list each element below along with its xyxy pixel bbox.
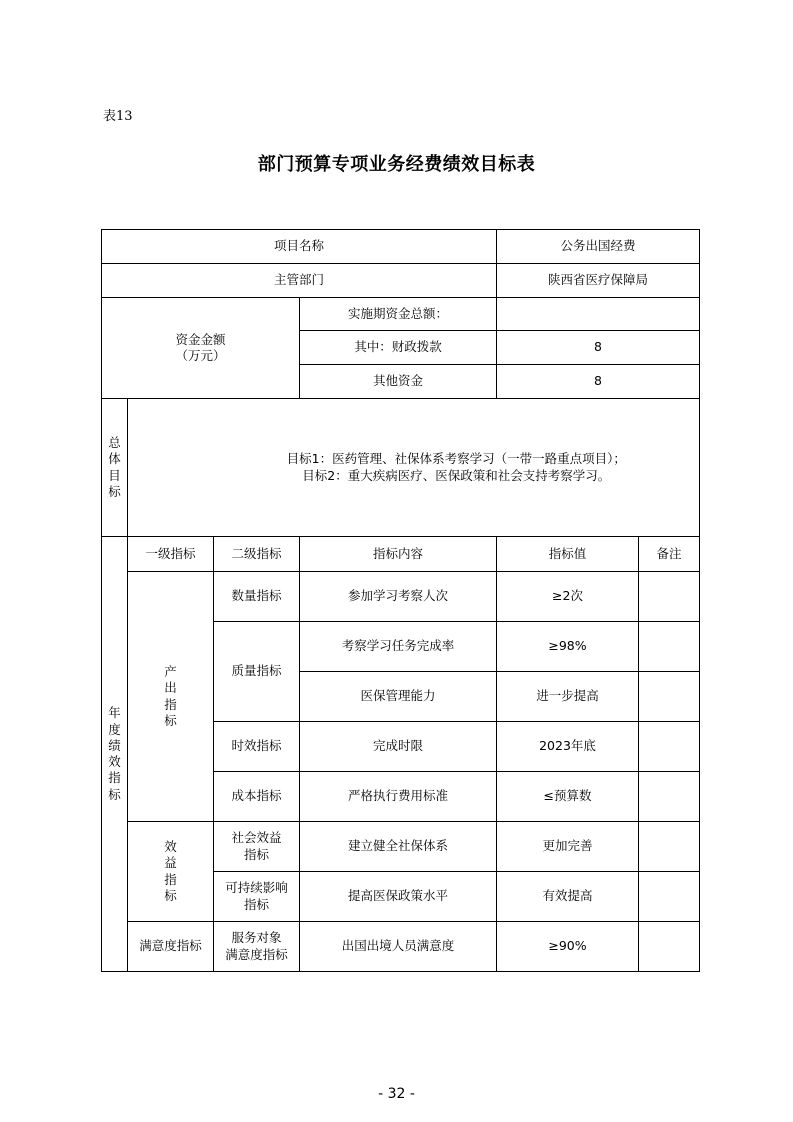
indicator-note <box>639 622 700 672</box>
indicator-content: 建立健全社保体系 <box>300 822 497 872</box>
department-value: 陕西省医疗保障局 <box>497 264 700 298</box>
indicator-note <box>639 872 700 922</box>
goal-2: 目标2：重大疾病医疗、医保政策和社会支持考察学习。 <box>302 467 611 483</box>
indicator-value: 有效提高 <box>497 872 639 922</box>
department-label: 主管部门 <box>102 264 497 298</box>
indicator-value: 更加完善 <box>497 822 639 872</box>
indicator-value: ≥2次 <box>497 572 639 622</box>
satisfaction-indicators-label: 满意度指标 <box>128 922 214 972</box>
indicator-note <box>639 822 700 872</box>
table-row <box>102 822 700 872</box>
level2-sustainable-impact: 可持续影响 指标 <box>214 872 300 922</box>
total-funds-row <box>102 298 700 331</box>
effect-indicators-label: 效 益 指 标 <box>128 822 214 922</box>
annual-header-row <box>102 537 700 572</box>
indicator-content: 出国出境人员满意度 <box>300 922 497 972</box>
overall-goals-label: 总 体 目 标 <box>102 399 128 537</box>
other-funds-label: 其他资金 <box>300 365 497 399</box>
header-level1: 一级指标 <box>128 537 214 572</box>
overall-goals-spacer <box>128 399 214 537</box>
indicator-content: 参加学习考察人次 <box>300 572 497 622</box>
output-indicators-label: 产 出 指 标 <box>128 572 214 822</box>
indicator-content: 提高医保政策水平 <box>300 872 497 922</box>
level2-cost: 成本指标 <box>214 772 300 822</box>
funds-amount-label <box>102 298 300 399</box>
indicator-value: 2023年底 <box>497 722 639 772</box>
total-funds-label: 实施期资金总额： <box>300 298 497 331</box>
header-value: 指标值 <box>497 537 639 572</box>
department-row <box>102 264 700 298</box>
indicator-note <box>639 722 700 772</box>
page-number: - 32 - <box>378 1086 415 1102</box>
table-number: 表13 <box>103 109 133 124</box>
other-funds-value: 8 <box>497 365 700 399</box>
level2-timeliness: 时效指标 <box>214 722 300 772</box>
indicator-value: ≤预算数 <box>497 772 639 822</box>
indicator-content: 完成时限 <box>300 722 497 772</box>
indicator-note <box>639 922 700 972</box>
indicator-note <box>639 772 700 822</box>
indicator-content: 严格执行费用标准 <box>300 772 497 822</box>
indicator-note <box>639 672 700 722</box>
indicator-content: 考察学习任务完成率 <box>300 622 497 672</box>
level2-social-benefit: 社会效益 指标 <box>214 822 300 872</box>
table-row <box>102 922 700 972</box>
fiscal-funds-value: 8 <box>497 331 700 365</box>
funds-amount-label-line2: （万元） <box>175 348 226 363</box>
header-content: 指标内容 <box>300 537 497 572</box>
indicator-value: 进一步提高 <box>497 672 639 722</box>
overall-goals-text <box>214 399 700 537</box>
project-name-label: 项目名称 <box>102 230 497 264</box>
funds-amount-label-line1: 资金金额 <box>175 331 226 347</box>
page-title: 部门预算专项业务经费绩效目标表 <box>257 154 536 175</box>
project-name-row <box>102 230 700 264</box>
table-row <box>102 572 700 622</box>
indicator-content: 医保管理能力 <box>300 672 497 722</box>
overall-goals-row <box>102 399 700 537</box>
level2-quantity: 数量指标 <box>214 572 300 622</box>
header-note: 备注 <box>639 537 700 572</box>
performance-target-table <box>101 229 700 972</box>
level2-quality: 质量指标 <box>214 622 300 722</box>
level2-service-satisfaction: 服务对象 满意度指标 <box>214 922 300 972</box>
project-name-value: 公务出国经费 <box>497 230 700 264</box>
indicator-value: ≥90% <box>497 922 639 972</box>
total-funds-value <box>497 298 700 331</box>
indicator-note <box>639 572 700 622</box>
goal-1: 目标1：医药管理、社保体系考察学习（一带一路重点项目）； <box>286 451 626 467</box>
annual-indicators-label: 年 度 绩 效 指 标 <box>102 537 128 972</box>
fiscal-funds-label: 其中：财政拨款 <box>300 331 497 365</box>
indicator-value: ≥98% <box>497 622 639 672</box>
header-level2: 二级指标 <box>214 537 300 572</box>
